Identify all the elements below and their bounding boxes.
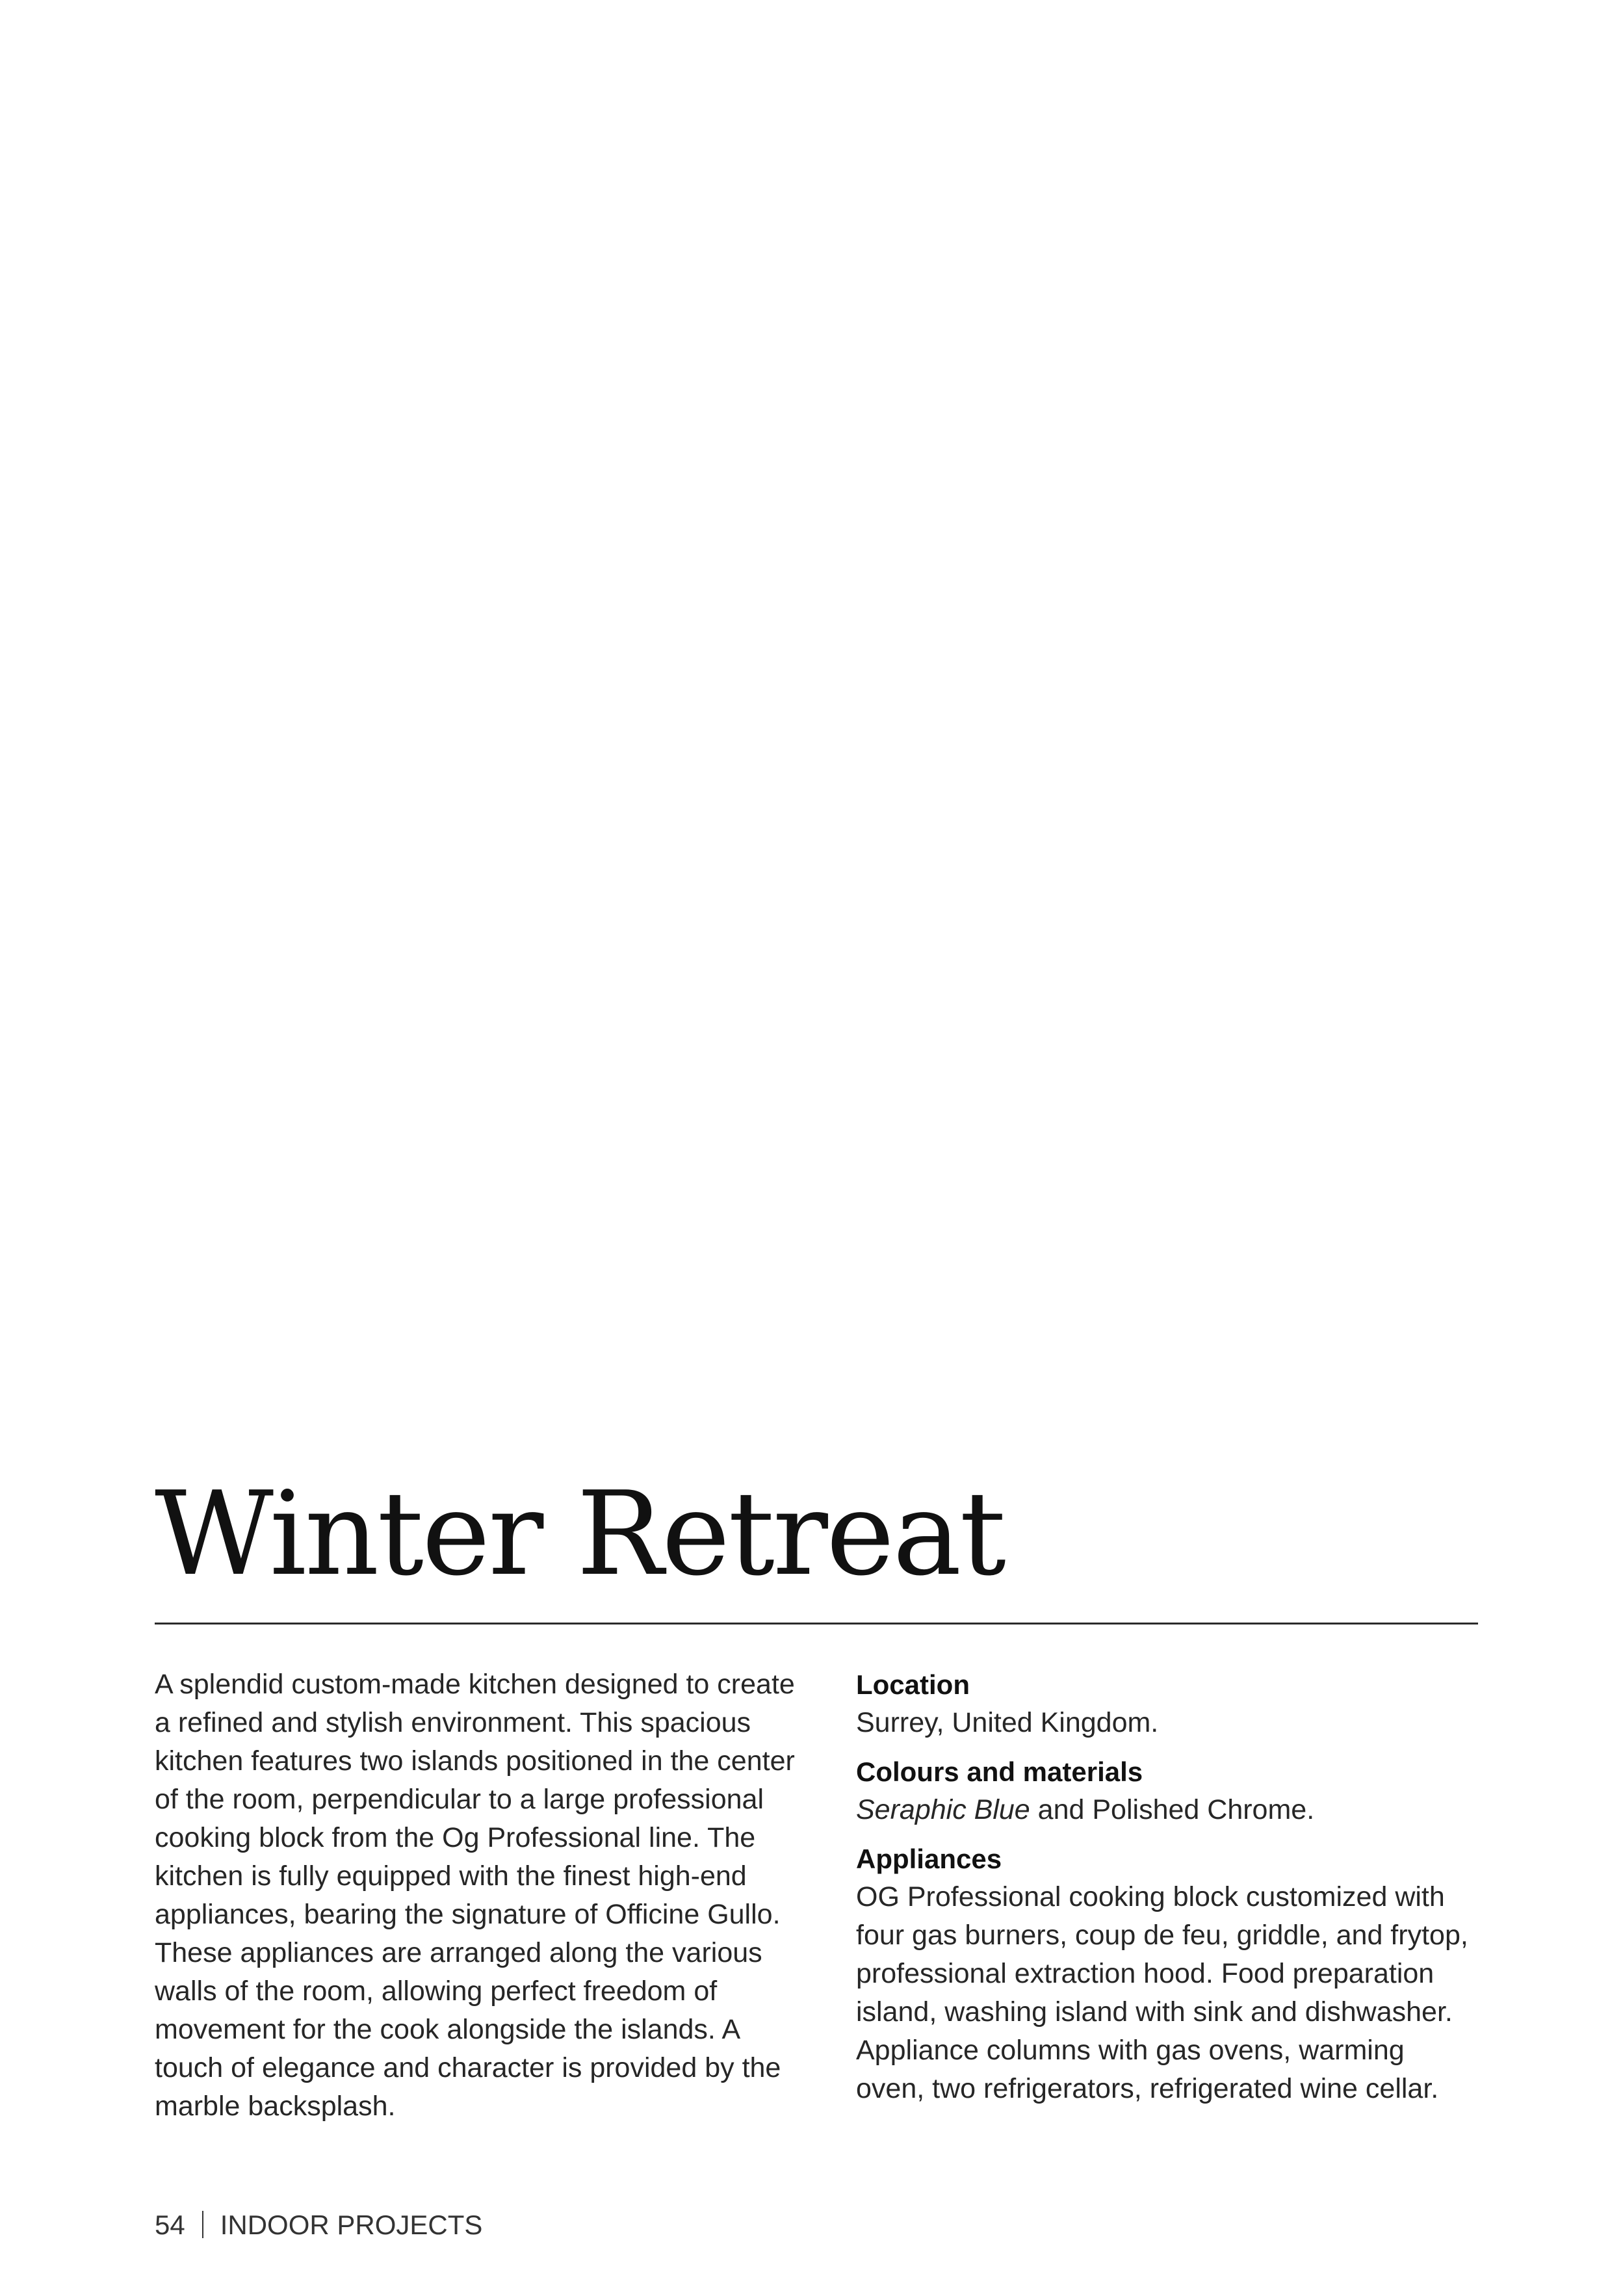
location-value: Surrey, United Kingdom. [856, 1707, 1159, 1738]
page-number: 54 [155, 2210, 185, 2240]
section-name: INDOOR PROJECTS [220, 2210, 483, 2240]
colour-name: Seraphic Blue [856, 1794, 1030, 1825]
page-footer [155, 2207, 482, 2243]
colours-value-rest: and Polished Chrome. [1030, 1794, 1315, 1825]
page-title: Winter Retreat [155, 1467, 1004, 1601]
project-specs [856, 1665, 1480, 2119]
spec-location [856, 1665, 1480, 1742]
colours-value [856, 1791, 1480, 1829]
spec-colours [856, 1753, 1480, 1829]
appliances-label: Appliances [856, 1844, 1002, 1874]
title-divider [155, 1623, 1478, 1624]
location-label: Location [856, 1669, 970, 1700]
colours-label: Colours and materials [856, 1756, 1143, 1787]
footer-separator [202, 2211, 203, 2238]
appliances-value: OG Professional cooking block customized with four gas burners, coup de feu, griddle, and frytop, professional extraction hood. Food preparation island, washing island with sink and dishwasher. Appliance columns with gas ovens, warming oven, two refrigerators, refrigerated wine cellar. [856, 1881, 1468, 2104]
spec-appliances [856, 1840, 1480, 2108]
project-description: A splendid custom-made kitchen designed to create a refined and stylish environment. This spacious kitchen features two islands positioned in the center of the room, perpendicular to a large professional cooking block from the Og Professional line. The kitchen is fully equipped with the finest high-end appliances, bearing the signature of Officine Gullo. These appliances are arranged along the various walls of the room, allowing perfect freedom of movement for the cook alongside the islands. A touch of elegance and character is provided by the marble backsplash. [155, 1669, 795, 2122]
